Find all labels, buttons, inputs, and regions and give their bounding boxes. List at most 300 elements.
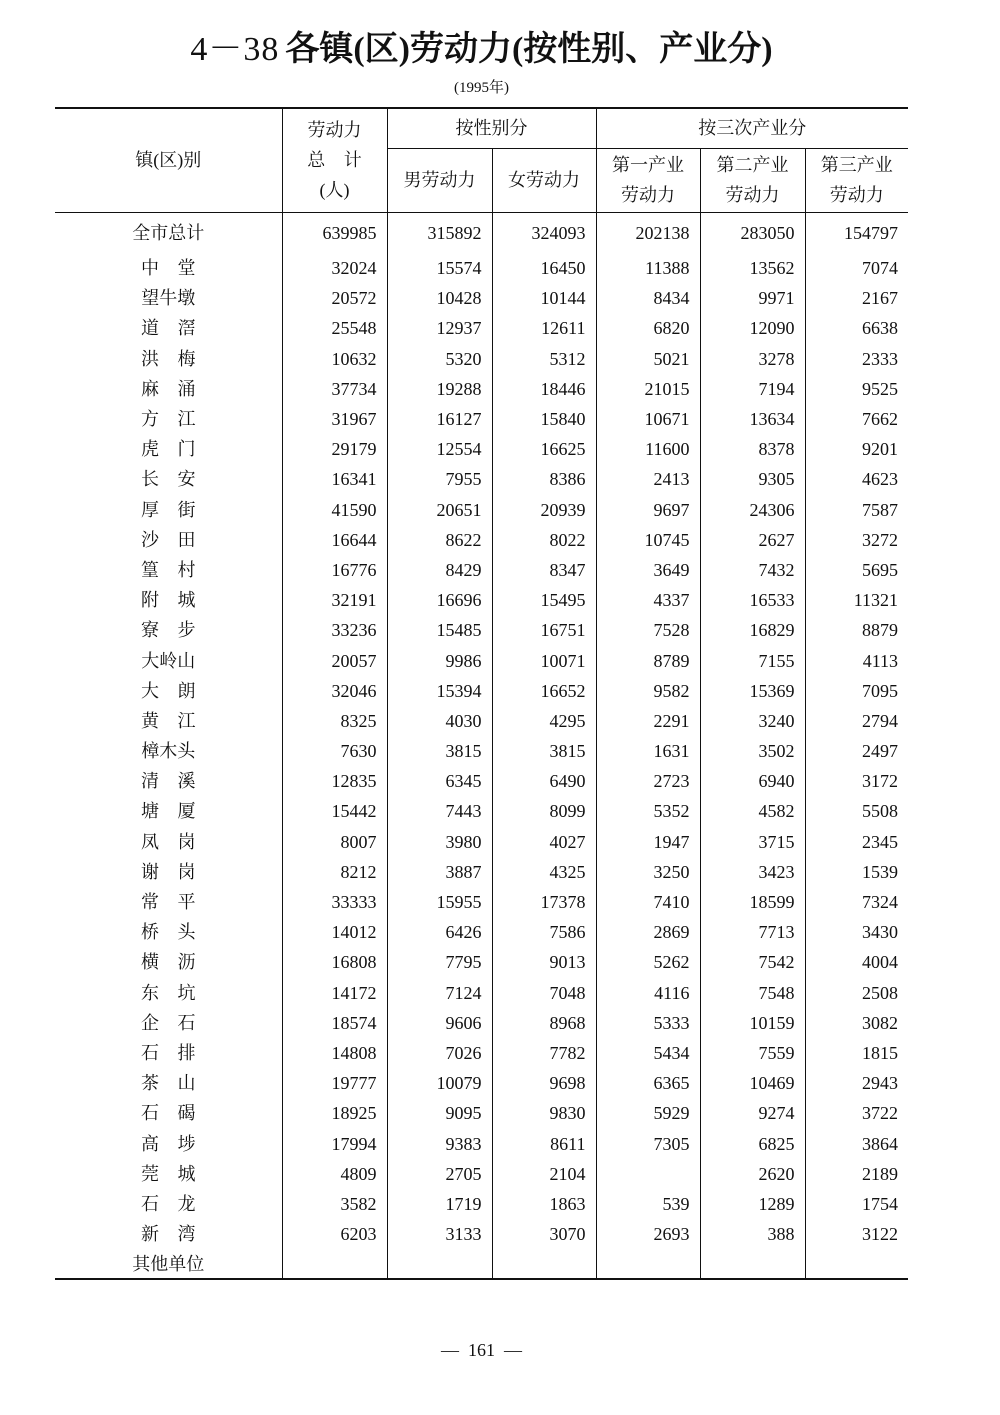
tertiary-industry-labor-cell: 2333 [805,344,908,374]
table-row [55,253,908,283]
secondary-industry-labor-cell: 10469 [700,1068,805,1098]
primary-industry-labor-cell: 3250 [596,857,700,887]
region-name-cell: 桥 头 [141,922,196,943]
tertiary-industry-labor-cell: 8879 [805,615,908,645]
labor-total-cell: 41590 [282,495,387,525]
header-labor-total [282,108,387,212]
male-labor-cell: 15574 [387,253,492,283]
male-labor-cell: 7955 [387,464,492,494]
female-labor-cell: 8022 [492,525,596,555]
table-row [55,1128,908,1158]
primary-industry-labor-cell: 202138 [596,212,700,253]
female-labor-cell: 15495 [492,585,596,615]
region-name-cell: 莞 城 [141,1163,196,1184]
secondary-industry-labor-cell: 7542 [700,947,805,977]
male-labor-cell: 12554 [387,434,492,464]
table-row [55,374,908,404]
labor-total-cell: 31967 [282,404,387,434]
region-name-cell: 石 碣 [141,1103,196,1124]
region-name-cell: 全市总计 [132,222,205,243]
male-labor-cell: 8429 [387,555,492,585]
region-name-cell: 新 湾 [141,1224,196,1245]
female-labor-cell: 8386 [492,464,596,494]
primary-industry-labor-cell: 21015 [596,374,700,404]
table-row [55,766,908,796]
tertiary-industry-labor-cell: 4113 [805,645,908,675]
secondary-industry-labor-cell: 12090 [700,313,805,343]
labor-total-cell: 7630 [282,736,387,766]
secondary-industry-labor-cell: 9305 [700,464,805,494]
tertiary-industry-labor-cell: 7587 [805,495,908,525]
table-row [55,796,908,826]
table-row [55,857,908,887]
tertiary-industry-labor-cell: 7662 [805,404,908,434]
region-name-cell: 望牛墩 [141,288,196,309]
labor-total-cell: 6203 [282,1219,387,1249]
header-line: 总 计 [307,150,362,171]
tertiary-industry-labor-cell: 3272 [805,525,908,555]
header-primary-industry [596,148,700,212]
male-labor-cell: 8622 [387,525,492,555]
region-name-cell: 企 石 [141,1012,196,1033]
table-row [55,615,908,645]
secondary-industry-labor-cell: 1289 [700,1189,805,1219]
primary-industry-labor-cell: 11600 [596,434,700,464]
header-line: (人) [319,180,350,201]
header-region: 镇(区)别 [55,108,282,212]
labor-total-cell: 4809 [282,1159,387,1189]
female-labor-cell: 17378 [492,887,596,917]
tertiary-industry-labor-cell: 2345 [805,827,908,857]
female-labor-cell: 18446 [492,374,596,404]
male-labor-cell: 3887 [387,857,492,887]
table-row [55,525,908,555]
table-row [55,736,908,766]
labor-total-cell: 14808 [282,1038,387,1068]
table-row [55,585,908,615]
secondary-industry-labor-cell: 9971 [700,283,805,313]
female-labor-cell: 7782 [492,1038,596,1068]
labor-total-cell: 639985 [282,212,387,253]
table-row [55,1219,908,1249]
secondary-industry-labor-cell: 8378 [700,434,805,464]
secondary-industry-labor-cell: 3278 [700,344,805,374]
female-labor-cell [492,1249,596,1279]
secondary-industry-labor-cell: 16829 [700,615,805,645]
table-row [55,495,908,525]
secondary-industry-labor-cell: 16533 [700,585,805,615]
primary-industry-labor-cell: 2869 [596,917,700,947]
labor-total-cell: 14172 [282,978,387,1008]
region-name-cell: 石 排 [141,1042,196,1063]
secondary-industry-labor-cell: 3240 [700,706,805,736]
secondary-industry-labor-cell: 6825 [700,1128,805,1158]
region-name-cell: 篁 村 [141,559,196,580]
table-row-total [55,212,908,253]
male-labor-cell: 5320 [387,344,492,374]
table-row [55,1038,908,1068]
male-labor-cell: 2705 [387,1159,492,1189]
male-labor-cell: 10428 [387,283,492,313]
header-tertiary-industry [805,148,908,212]
table-row [55,1189,908,1219]
tertiary-industry-labor-cell: 5695 [805,555,908,585]
primary-industry-labor-cell: 6365 [596,1068,700,1098]
table-row [55,464,908,494]
secondary-industry-labor-cell: 7194 [700,374,805,404]
region-name-cell: 洪 梅 [141,348,196,369]
male-labor-cell [387,1249,492,1279]
table-row [55,283,908,313]
region-name-cell: 大 朗 [141,680,196,701]
tertiary-industry-labor-cell: 7095 [805,676,908,706]
female-labor-cell: 8968 [492,1008,596,1038]
tertiary-industry-labor-cell: 7074 [805,253,908,283]
female-labor-cell: 10144 [492,283,596,313]
header-by-gender: 按性别分 [387,108,596,148]
table-row [55,313,908,343]
male-labor-cell: 7026 [387,1038,492,1068]
secondary-industry-labor-cell: 2620 [700,1159,805,1189]
table-row [55,1249,908,1279]
primary-industry-labor-cell: 9697 [596,495,700,525]
female-labor-cell: 9698 [492,1068,596,1098]
tertiary-industry-labor-cell: 154797 [805,212,908,253]
region-name-cell: 方 江 [141,409,196,430]
labor-total-cell: 20572 [282,283,387,313]
male-labor-cell: 4030 [387,706,492,736]
table-row [55,645,908,675]
primary-industry-labor-cell [596,1249,700,1279]
labor-total-cell: 14012 [282,917,387,947]
primary-industry-labor-cell: 8789 [596,645,700,675]
secondary-industry-labor-cell: 283050 [700,212,805,253]
table-row [55,555,908,585]
female-labor-cell: 2104 [492,1159,596,1189]
male-labor-cell: 6345 [387,766,492,796]
table-row [55,706,908,736]
female-labor-cell: 7586 [492,917,596,947]
region-name-cell: 沙 田 [141,529,196,550]
tertiary-industry-labor-cell: 2943 [805,1068,908,1098]
labor-total-cell: 12835 [282,766,387,796]
female-labor-cell: 324093 [492,212,596,253]
header-line: 劳动力 [829,185,884,205]
male-labor-cell: 15485 [387,615,492,645]
region-name-cell: 寮 步 [141,620,196,641]
tertiary-industry-labor-cell: 2794 [805,706,908,736]
male-labor-cell: 10079 [387,1068,492,1098]
tertiary-industry-labor-cell: 3082 [805,1008,908,1038]
secondary-industry-labor-cell: 3423 [700,857,805,887]
table-row [55,887,908,917]
secondary-industry-labor-cell: 7713 [700,917,805,947]
header-secondary-industry [700,148,805,212]
male-labor-cell: 6426 [387,917,492,947]
secondary-industry-labor-cell: 13634 [700,404,805,434]
female-labor-cell: 4295 [492,706,596,736]
labor-total-cell: 18925 [282,1098,387,1128]
page-title: 各镇(区)劳动力(按性别、产业分) [285,31,773,68]
female-labor-cell: 10071 [492,645,596,675]
tertiary-industry-labor-cell: 3722 [805,1098,908,1128]
primary-industry-labor-cell: 5262 [596,947,700,977]
primary-industry-labor-cell: 1947 [596,827,700,857]
table-row [55,344,908,374]
header-male-labor: 男劳动力 [387,148,492,212]
labor-total-cell: 20057 [282,645,387,675]
female-labor-cell: 4027 [492,827,596,857]
female-labor-cell: 6490 [492,766,596,796]
header-by-industry: 按三次产业分 [596,108,908,148]
primary-industry-labor-cell: 7528 [596,615,700,645]
primary-industry-labor-cell: 8434 [596,283,700,313]
secondary-industry-labor-cell: 3715 [700,827,805,857]
region-name-cell: 凤 岗 [141,831,196,852]
female-labor-cell: 8099 [492,796,596,826]
primary-industry-labor-cell: 10671 [596,404,700,434]
labor-total-cell: 33333 [282,887,387,917]
primary-industry-labor-cell: 5434 [596,1038,700,1068]
header-line: 第二产业 [716,155,789,175]
primary-industry-labor-cell: 2723 [596,766,700,796]
labor-total-cell: 15442 [282,796,387,826]
header-female-labor: 女劳动力 [492,148,596,212]
region-name-cell: 东 坑 [141,982,196,1003]
tertiary-industry-labor-cell: 9525 [805,374,908,404]
labor-total-cell: 8212 [282,857,387,887]
region-name-cell: 长 安 [141,469,196,490]
primary-industry-labor-cell: 5333 [596,1008,700,1038]
male-labor-cell: 7124 [387,978,492,1008]
header-line: 第一产业 [612,155,684,175]
secondary-industry-labor-cell: 4582 [700,796,805,826]
tertiary-industry-labor-cell: 1539 [805,857,908,887]
female-labor-cell: 8347 [492,555,596,585]
male-labor-cell: 3980 [387,827,492,857]
labor-total-cell: 32191 [282,585,387,615]
female-labor-cell: 16625 [492,434,596,464]
tertiary-industry-labor-cell: 3864 [805,1128,908,1158]
secondary-industry-labor-cell: 7432 [700,555,805,585]
primary-industry-labor-cell: 7410 [596,887,700,917]
secondary-industry-labor-cell [700,1249,805,1279]
labor-total-cell: 10632 [282,344,387,374]
secondary-industry-labor-cell: 3502 [700,736,805,766]
region-name-cell: 厚 街 [141,499,196,520]
secondary-industry-labor-cell: 9274 [700,1098,805,1128]
region-name-cell: 高 埗 [141,1133,196,1154]
page-number: — 161 — [441,1340,522,1360]
region-name-cell: 麻 涌 [141,378,196,399]
region-name-cell: 樟木头 [141,741,196,762]
header-line: 劳动力 [621,185,675,205]
labor-total-cell: 16644 [282,525,387,555]
male-labor-cell: 19288 [387,374,492,404]
table-row [55,978,908,1008]
secondary-industry-labor-cell: 388 [700,1219,805,1249]
primary-industry-labor-cell: 5021 [596,344,700,374]
tertiary-industry-labor-cell [805,1249,908,1279]
table-row [55,917,908,947]
primary-industry-labor-cell: 9582 [596,676,700,706]
female-labor-cell: 5312 [492,344,596,374]
secondary-industry-labor-cell: 7155 [700,645,805,675]
table-row [55,827,908,857]
primary-industry-labor-cell: 11388 [596,253,700,283]
table-number: 4－38 [190,31,280,68]
secondary-industry-labor-cell: 18599 [700,887,805,917]
header-line: 劳动力 [307,120,362,141]
labor-total-cell: 8325 [282,706,387,736]
tertiary-industry-labor-cell: 1815 [805,1038,908,1068]
secondary-industry-labor-cell: 24306 [700,495,805,525]
region-name-cell: 中 堂 [141,258,196,279]
year-subtitle: (1995年) [454,80,509,96]
male-labor-cell: 12937 [387,313,492,343]
primary-industry-labor-cell: 4337 [596,585,700,615]
region-name-cell: 附 城 [141,590,196,611]
region-name-cell: 虎 门 [141,439,196,460]
primary-industry-labor-cell: 539 [596,1189,700,1219]
secondary-industry-labor-cell: 7548 [700,978,805,1008]
primary-industry-labor-cell: 5929 [596,1098,700,1128]
region-name-cell: 塘 厦 [141,801,196,822]
male-labor-cell: 16696 [387,585,492,615]
tertiary-industry-labor-cell: 5508 [805,796,908,826]
male-labor-cell: 16127 [387,404,492,434]
male-labor-cell: 15394 [387,676,492,706]
labor-total-cell: 37734 [282,374,387,404]
header-line: 第三产业 [820,155,893,175]
labor-total-cell: 16776 [282,555,387,585]
table-body [55,212,908,1279]
male-labor-cell: 3815 [387,736,492,766]
region-name-cell: 横 沥 [141,952,196,973]
labor-total-cell: 18574 [282,1008,387,1038]
table-row [55,434,908,464]
female-labor-cell: 3070 [492,1219,596,1249]
tertiary-industry-labor-cell: 9201 [805,434,908,464]
labor-total-cell: 16808 [282,947,387,977]
tertiary-industry-labor-cell: 4623 [805,464,908,494]
region-name-cell: 常 平 [141,892,196,913]
male-labor-cell: 7795 [387,947,492,977]
labor-force-table [55,107,908,1280]
primary-industry-labor-cell: 2693 [596,1219,700,1249]
labor-total-cell: 3582 [282,1189,387,1219]
secondary-industry-labor-cell: 10159 [700,1008,805,1038]
table-row [55,404,908,434]
female-labor-cell: 16450 [492,253,596,283]
labor-total-cell: 16341 [282,464,387,494]
primary-industry-labor-cell: 1631 [596,736,700,766]
male-labor-cell: 7443 [387,796,492,826]
tertiary-industry-labor-cell: 4004 [805,947,908,977]
region-name-cell: 茶 山 [141,1073,196,1094]
female-labor-cell: 9830 [492,1098,596,1128]
tertiary-industry-labor-cell: 3430 [805,917,908,947]
labor-total-cell: 8007 [282,827,387,857]
female-labor-cell: 9013 [492,947,596,977]
secondary-industry-labor-cell: 15369 [700,676,805,706]
female-labor-cell: 4325 [492,857,596,887]
tertiary-industry-labor-cell: 2508 [805,978,908,1008]
tertiary-industry-labor-cell: 7324 [805,887,908,917]
primary-industry-labor-cell: 10745 [596,525,700,555]
tertiary-industry-labor-cell: 3172 [805,766,908,796]
tertiary-industry-labor-cell: 1754 [805,1189,908,1219]
female-labor-cell: 16751 [492,615,596,645]
table-row [55,947,908,977]
tertiary-industry-labor-cell: 3122 [805,1219,908,1249]
table-row [55,1068,908,1098]
primary-industry-labor-cell: 5352 [596,796,700,826]
primary-industry-labor-cell: 3649 [596,555,700,585]
secondary-industry-labor-cell: 2627 [700,525,805,555]
table-header [55,108,908,212]
primary-industry-labor-cell: 6820 [596,313,700,343]
region-name-cell: 其他单位 [132,1253,205,1274]
primary-industry-labor-cell: 7305 [596,1128,700,1158]
female-labor-cell: 8611 [492,1128,596,1158]
female-labor-cell: 12611 [492,313,596,343]
male-labor-cell: 1719 [387,1189,492,1219]
tertiary-industry-labor-cell: 11321 [805,585,908,615]
labor-total-cell: 29179 [282,434,387,464]
region-name-cell: 大岭山 [141,650,196,671]
region-name-cell: 道 滘 [141,318,196,339]
female-labor-cell: 1863 [492,1189,596,1219]
region-name-cell: 清 溪 [141,771,196,792]
male-labor-cell: 9383 [387,1128,492,1158]
male-labor-cell: 15955 [387,887,492,917]
header-row-top [55,108,908,148]
primary-industry-labor-cell: 4116 [596,978,700,1008]
region-name-cell: 谢 岗 [141,861,196,882]
labor-total-cell: 32046 [282,676,387,706]
labor-total-cell: 25548 [282,313,387,343]
male-labor-cell: 9095 [387,1098,492,1128]
primary-industry-labor-cell: 2291 [596,706,700,736]
tertiary-industry-labor-cell: 6638 [805,313,908,343]
region-name-cell: 石 龙 [141,1193,196,1214]
labor-total-cell: 33236 [282,615,387,645]
male-labor-cell: 315892 [387,212,492,253]
table-row [55,1159,908,1189]
female-labor-cell: 3815 [492,736,596,766]
tertiary-industry-labor-cell: 2189 [805,1159,908,1189]
labor-total-cell: 19777 [282,1068,387,1098]
female-labor-cell: 15840 [492,404,596,434]
female-labor-cell: 7048 [492,978,596,1008]
secondary-industry-labor-cell: 6940 [700,766,805,796]
male-labor-cell: 20651 [387,495,492,525]
primary-industry-labor-cell: 2413 [596,464,700,494]
female-labor-cell: 16652 [492,676,596,706]
male-labor-cell: 9606 [387,1008,492,1038]
labor-total-cell: 17994 [282,1128,387,1158]
tertiary-industry-labor-cell: 2497 [805,736,908,766]
male-labor-cell: 9986 [387,645,492,675]
labor-total-cell [282,1249,387,1279]
primary-industry-labor-cell [596,1159,700,1189]
labor-total-cell: 32024 [282,253,387,283]
header-line: 劳动力 [725,185,780,205]
secondary-industry-labor-cell: 7559 [700,1038,805,1068]
table-row [55,676,908,706]
region-name-cell: 黄 江 [141,710,196,731]
